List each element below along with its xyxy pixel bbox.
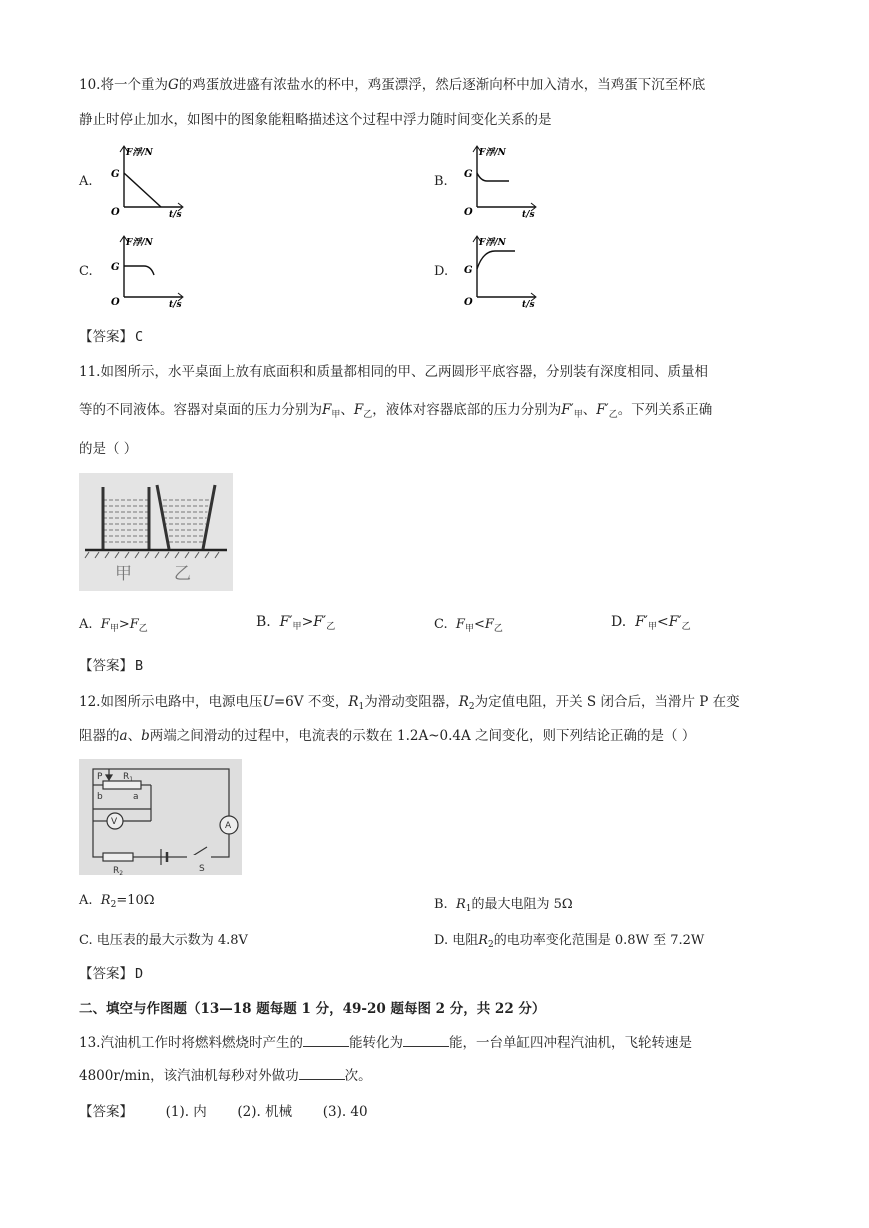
circuit-label-b: b: [97, 792, 103, 802]
q10-line2: 静止时停止加水，如图中的图象能粗略描述这个过程中浮力随时间变化关系的是: [79, 112, 552, 128]
q10-answer: 【答案】 C: [79, 329, 144, 345]
q12-circuit-figure: [79, 759, 242, 875]
q10-line1: 10.将一个重为G的鸡蛋放进盛有浓盐水的杯中，鸡蛋漂浮，然后逐渐向杯中加入清水，当鸡蛋下沉至杯底: [79, 77, 706, 93]
blank-1[interactable]: [303, 1034, 349, 1047]
circuit-label-r2: $R_2$: [113, 866, 124, 875]
answer-part-1: (1). 内: [165, 1104, 207, 1120]
q12-option-a: A. $R_2=10\Omega$: [79, 893, 155, 910]
svg-text:t/s: t/s: [522, 300, 535, 309]
q10-option-a-label: A.: [79, 174, 93, 189]
q11-option-b: B. $F'_甲>F'_乙$: [256, 614, 336, 632]
q10-graph-d: [457, 233, 539, 309]
circuit-label-a: a: [133, 792, 139, 802]
ammeter-symbol: A: [225, 821, 232, 831]
blank-3[interactable]: [299, 1067, 345, 1080]
q11-container-figure: [79, 473, 233, 591]
q10-option-b-label: B.: [434, 174, 448, 189]
svg-text:O: O: [111, 297, 120, 308]
q13-line1: 13.汽油机工作时将燃料燃烧时产生的 能转化为 能，一台单缸四冲程汽油机，飞轮转速是: [79, 1035, 692, 1051]
section-heading: 二、填空与作图题（13—18 题每题 1 分，49-20 题每图 2 分，共 22 分）: [79, 1001, 546, 1017]
answer-part-3: (3). 40: [322, 1104, 368, 1120]
svg-text:t/s: t/s: [169, 300, 182, 309]
q12-option-d: D. 电阻$R_2$的电功率变化范围是 0.8W 至 7.2W: [434, 933, 705, 950]
graph-origin: O: [111, 207, 120, 218]
q11-line3: 的是（ ）: [79, 441, 138, 457]
q12-line2: 阻器的a、b两端之间滑动的过程中，电流表的示数在 1.2A~0.4A 之间变化，则下列结论正确的是（ ）: [79, 728, 696, 744]
svg-text:G: G: [464, 169, 473, 180]
circuit-label-r1: $R_1$: [123, 772, 134, 783]
q10-graph-c: [104, 233, 186, 309]
svg-text:O: O: [464, 297, 473, 308]
q11-option-c: C. $F_甲<F_乙$: [434, 617, 503, 634]
svg-text:F浮/N: F浮/N: [126, 238, 153, 248]
q10-option-c-label: C.: [79, 264, 93, 279]
graph-g-label: G: [111, 169, 120, 180]
svg-text:G: G: [464, 265, 473, 276]
voltmeter-symbol: V: [111, 817, 118, 827]
q11-line2: 等的不同液体。容器对桌面的压力分别为$F_甲$、$F_乙$，液体对容器底部的压力分别为$F'_甲$、$F'_乙$。下列关系正确: [79, 402, 713, 420]
svg-text:t/s: t/s: [522, 210, 535, 219]
q11-option-a: A. $F_甲>F_乙$: [79, 617, 148, 634]
graph-xlabel: t/s: [169, 210, 182, 219]
svg-text:O: O: [464, 207, 473, 218]
circuit-label-p: P: [97, 772, 103, 782]
figure-label-yi: 乙: [174, 564, 191, 584]
q12-line1: 12.如图所示电路中，电源电压U=6V 不变，$R_1$为滑动变阻器，$R_2$为定值电阻，开关 S 闭合后，当滑片 P 在变: [79, 694, 740, 712]
graph-ylabel: F浮/N: [126, 148, 153, 158]
blank-2[interactable]: [403, 1034, 449, 1047]
circuit-label-s: S: [199, 864, 205, 874]
svg-text:G: G: [111, 262, 120, 273]
svg-text:F浮/N: F浮/N: [479, 148, 506, 158]
q11-answer: 【答案】 B: [79, 658, 144, 674]
q12-option-c: C. 电压表的最大示数为 4.8V: [79, 933, 248, 948]
q12-option-b: B. $R_1$的最大电阻为 5Ω: [434, 897, 573, 914]
q11-line1: 11.如图所示，水平桌面上放有底面积和质量都相同的甲、乙两圆形平底容器，分别装有深度相同、质量相: [79, 364, 708, 380]
q13-line2: 4800r/min，该汽油机每秒对外做功 次。: [79, 1068, 372, 1084]
svg-text:F浮/N: F浮/N: [479, 238, 506, 248]
q10-option-d-label: D.: [434, 264, 449, 279]
q12-answer: 【答案】 D: [79, 966, 144, 982]
figure-label-jia: 甲: [115, 564, 132, 584]
q11-option-d: D. $F'_甲<F'_乙$: [611, 614, 691, 632]
q10-graph-a: [104, 143, 186, 219]
q10-graph-b: [457, 143, 539, 219]
answer-part-2: (2). 机械: [237, 1104, 293, 1120]
q13-answer: 【答案】 (1). 内 (2). 机械 (3). 40: [79, 1104, 368, 1120]
